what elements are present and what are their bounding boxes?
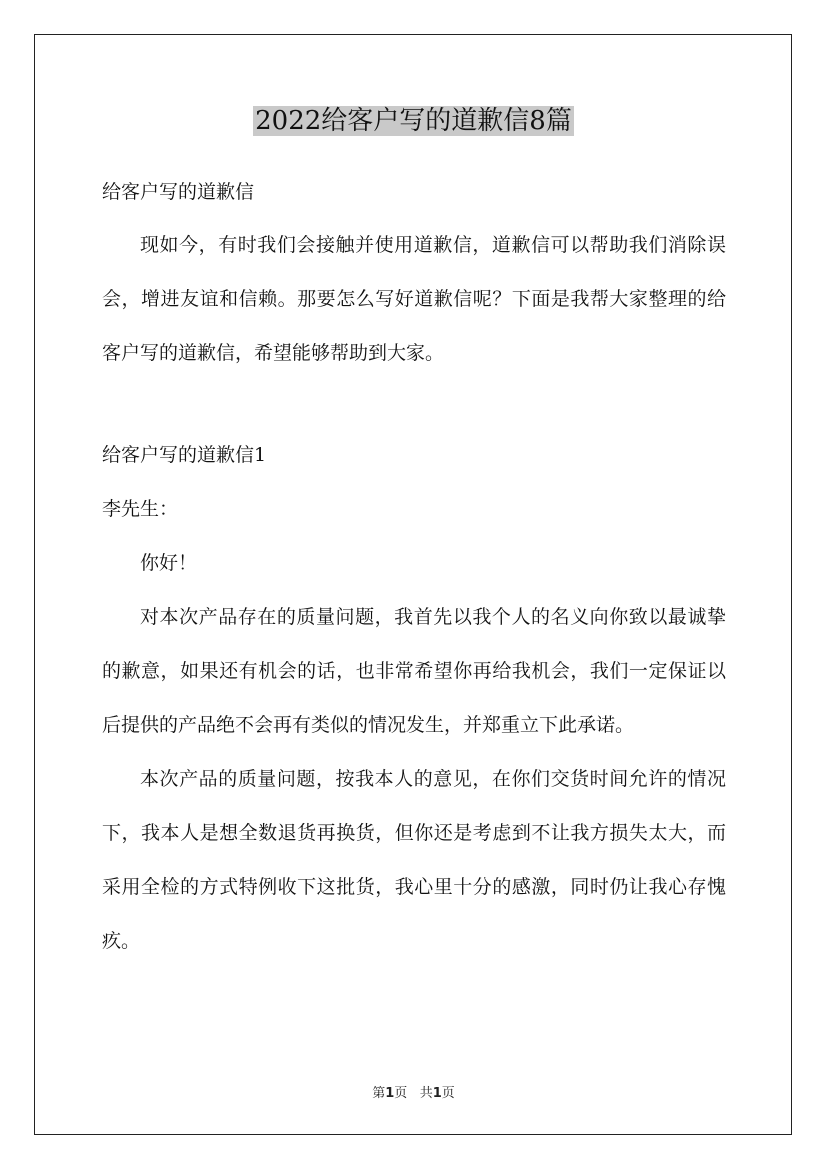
body-paragraph-1: 对本次产品存在的质量问题，我首先以我个人的名义向你致以最诚挚的歉意，如果还有机会的话，也非常希望你再给我机会，我们一定保证以后提供的产品绝不会再有类似的情况发生，并郑重立下此承诺。 — [102, 606, 726, 736]
document-title — [0, 102, 827, 140]
total-suffix: 页 — [441, 1086, 455, 1101]
page-prefix: 第 — [372, 1086, 386, 1101]
greeting: 你好！ — [140, 552, 198, 574]
letter-heading: 给客户写的道歉信1 — [102, 444, 267, 466]
section-heading: 给客户写的道歉信 — [102, 181, 255, 203]
document-title-text: 2022给客户写的道歉信8篇 — [255, 106, 572, 136]
salutation: 李先生： — [102, 498, 179, 520]
total-pages: 1 — [432, 1086, 442, 1101]
body-paragraph-2: 本次产品的质量问题，按我本人的意见，在你们交货时间允许的情况下，我本人是想全数退货再换货，但你还是考虑到不让我方损失太大，而采用全检的方式特例收下这批货，我心里十分的感激，同时仍让我心存愧疚。 — [102, 768, 726, 952]
document-body — [102, 170, 726, 968]
page-number: 1 — [385, 1086, 395, 1101]
page-suffix: 页 — [394, 1086, 408, 1101]
total-prefix: 共 — [419, 1086, 433, 1101]
page-footer — [0, 1082, 827, 1101]
intro-paragraph: 现如今，有时我们会接触并使用道歉信，道歉信可以帮助我们消除误会，增进友谊和信赖。那要怎么写好道歉信呢？下面是我帮大家整理的给客户写的道歉信，希望能够帮助到大家。 — [102, 234, 726, 364]
